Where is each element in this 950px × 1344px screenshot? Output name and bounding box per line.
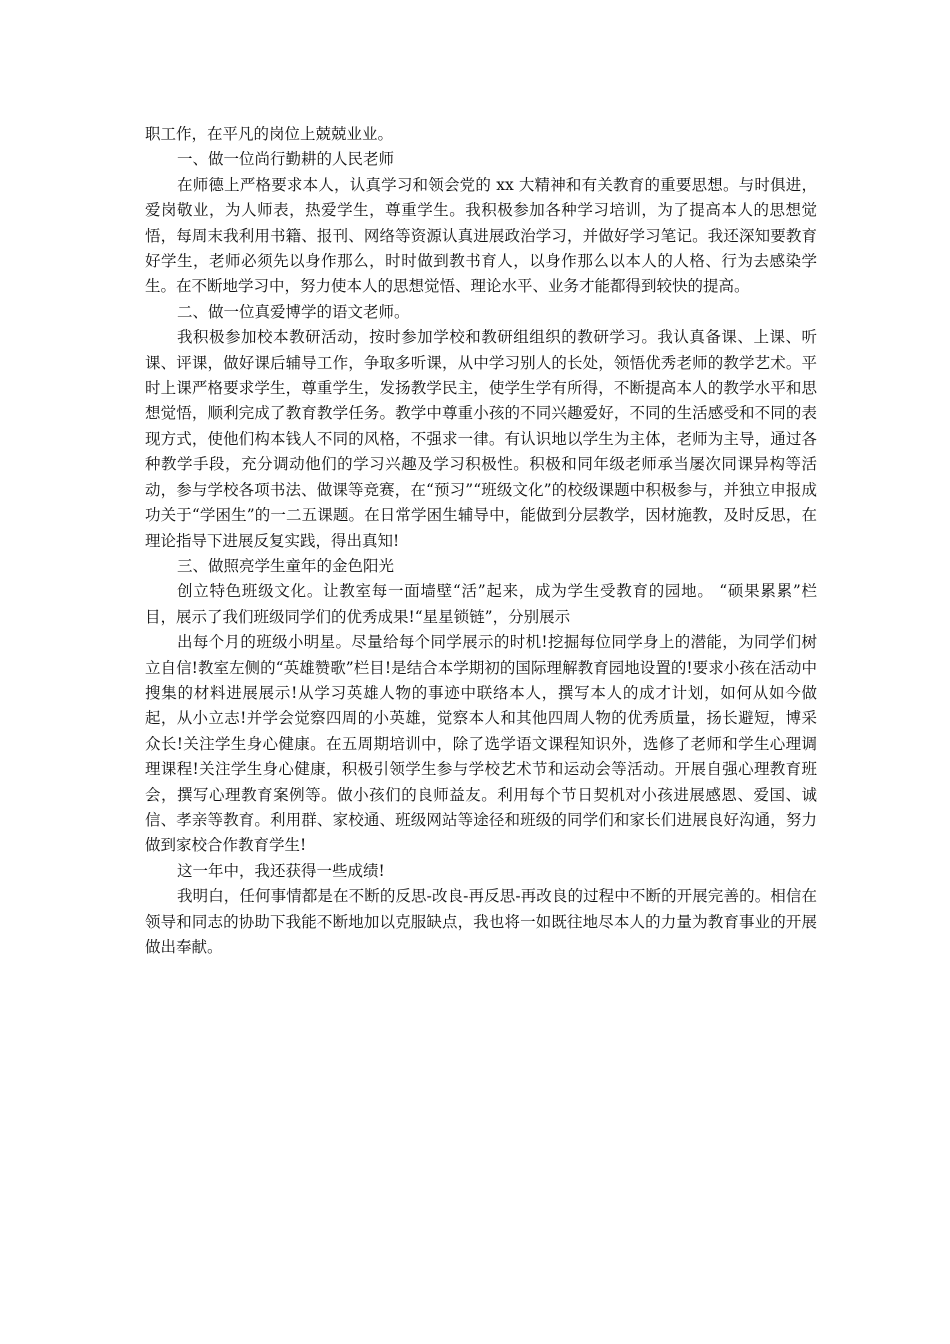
- paragraph-conclusion: 我明白，任何事情都是在不断的反思-改良-再反思-再改良的过程中不断的开展完善的。相信在领导和同志的协助下我能不断地加以克服缺点，我也将一如既往地尽本人的力量为教育事业的开展做出奉献。: [145, 887, 817, 956]
- paragraph-class-culture: 创立特色班级文化。让教室每一面墙壁“活”起来，成为学生受教育的园地。 “硕果累累”栏目，展示了我们班级同学们的优秀成果!“星星锁链”，分别展示: [145, 582, 817, 626]
- section-heading-2: 二、做一位真爱博学的语文老师。: [177, 302, 410, 321]
- section-heading-1: 一、做一位尚行勤耕的人民老师: [177, 150, 395, 169]
- document-page: [145, 122, 817, 960]
- paragraph-achievements: 这一年中，我还获得一些成绩!: [177, 861, 385, 880]
- paragraph-teacher-ethics: 在师德上严格要求本人，认真学习和领会党的 xx 大精神和有关教育的重要思想。与时俱进，爱岗敬业，为人师表，热爱学生，尊重学生。我积极参加各种学习培训，为了提高本人的思想觉悟，每周末我利用书籍、报刊、网络等资源认真进展政治学习，并做好学习笔记。我还深知要教育好学生，老师必须先以身作那么，时时做到教书育人，以身作那么以本人的人格、行为去感染学生。在不断地学习中，努力使本人的思想觉悟、理论水平、业务才能都得到较快的提高。: [145, 175, 817, 296]
- paragraph-continued: 职工作，在平凡的岗位上兢兢业业。: [145, 125, 394, 143]
- paragraph-class-stars: 出每个月的班级小明星。尽量给每个同学展示的时机!挖掘每位同学身上的潜能，为同学们树立自信!教室左侧的“英雄赞歌”栏目!是结合本学期初的国际理解教育园地设置的!要求小孩在活动中搜集的材料进展展示!从学习英雄人物的事迹中联络本人，撰写本人的成才计划，如何从如今做起，从小立志!并学会觉察四周的小英雄，觉察本人和其他四周人物的优秀质量，扬长避短，博采众长!关注学生身心健康。在五周期培训中，除了选学语文课程知识外，选修了老师和学生心理调理课程!关注学生身心健康，积极引领学生参与学校艺术节和运动会等活动。开展自强心理教育班会，撰写心理教育案例等。做小孩们的良师益友。利用每个节日契机对小孩进展感恩、爱国、诚信、孝亲等教育。利用群、家校通、班级网站等途径和班级的同学们和家长们进展良好沟通，努力做到家校合作教育学生!: [145, 633, 817, 855]
- paragraph-teaching-research: 我积极参加校本教研活动，按时参加学校和教研组组织的教研学习。我认真备课、上课、听课、评课，做好课后辅导工作，争取多听课，从中学习别人的长处，领悟优秀老师的教学艺术。平时上课严格要求学生，尊重学生，发扬教学民主，使学生学有所得，不断提高本人的教学水平和思想觉悟，顺利完成了教育教学任务。教学中尊重小孩的不同兴趣爱好，不同的生活感受和不同的表现方式，使他们构本钱人不同的风格，不强求一律。有认识地以学生为主体，老师为主导，通过各种教学手段，充分调动他们的学习兴趣及学习积极性。积极和同年级老师承当屡次同课异构等活动，参与学校各项书法、做课等竞赛，在“预习”“班级文化”的校级课题中积极参与，并独立申报成功关于“学困生”的一二五课题。在日常学困生辅导中，能做到分层教学，因材施教，及时反思，在理论指导下进展反复实践，得出真知!: [145, 328, 817, 550]
- section-heading-3: 三、做照亮学生童年的金色阳光: [177, 556, 395, 575]
